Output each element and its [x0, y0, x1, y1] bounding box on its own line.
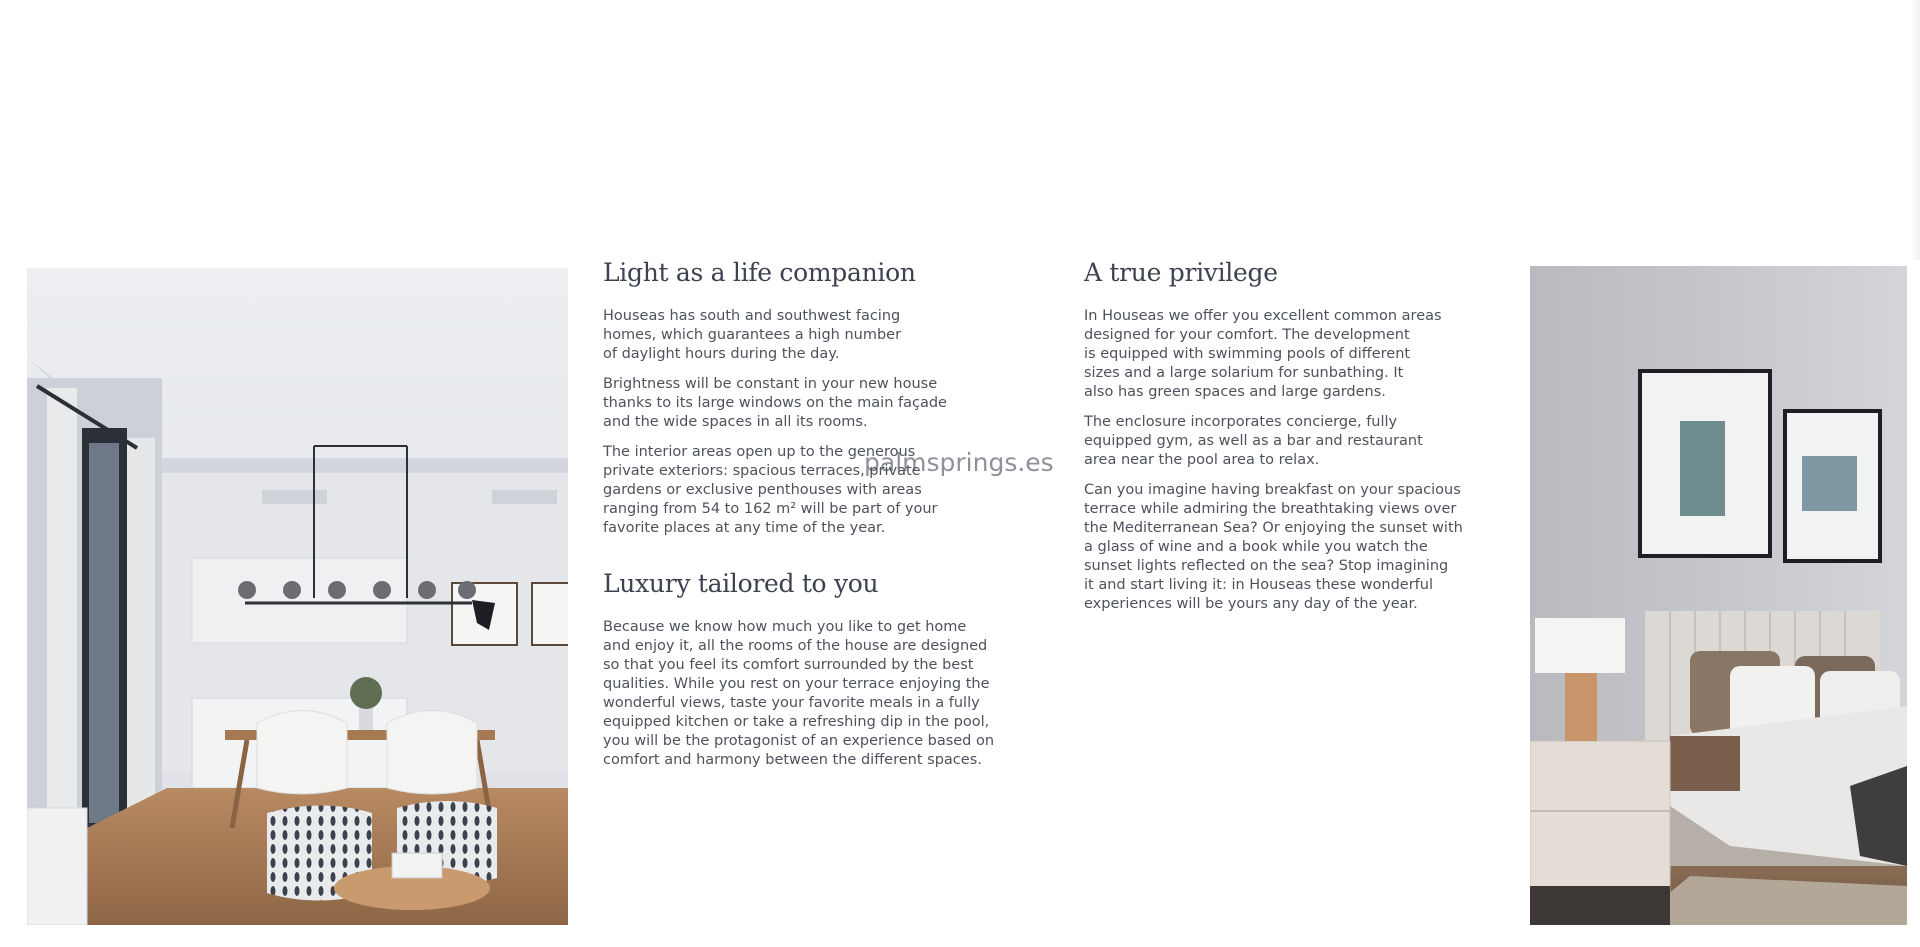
text-column-true-privilege — [1084, 258, 1494, 625]
paragraph-enclosure: The enclosure incorporates concierge, fully equipped gym, as well as a bar and restaurant area near the pool area to relax. — [1084, 414, 1423, 468]
paragraph-comfort: Because we know how much you like to get home and enjoy it, all the rooms of the house are designed so that you feel its comfort surrounded by the best qualities. While you rest on your terrace enjoying the wonderful views, taste your favorite meals in a fully equipped kitchen or take a refreshing dip in the pool, you will be the protagonist of an experience based on comfort and harmony between the different spaces. — [603, 619, 995, 768]
heading-luxury-tailored: Luxury tailored to you — [603, 569, 879, 598]
paragraph-south-facing: Houseas has south and southwest facing homes, which guarantees a high number of daylight hours during the day. — [603, 308, 902, 362]
paragraph-brightness: Brightness will be constant in your new house thanks to its large windows on the main façade and the wide spaces in all its rooms. — [603, 376, 947, 430]
paragraph-common-areas: In Houseas we offer you excellent common areas designed for your comfort. The development is equipped with swimming pools of different sizes and a large solarium for sunbathing. It also has green spaces and large gardens. — [1084, 308, 1442, 400]
paragraph-interior-areas: The interior areas open up to the generous private exteriors: spacious terraces, private gardens or exclusive penthouses with areas ranging from 54 to 162 m² will be part of your favorite places at any time of the year. — [603, 444, 938, 536]
paragraph-imagine: Can you imagine having breakfast on your spacious terrace while admiring the breathtaking views over the Mediterranean Sea? Or enjoying the sunset with a glass of wine and a book while you watch the sunset lights reflected on the sea? Stop imagining it and start living it: in Houseas these wonderful experiences will be yours any day of the year. — [1084, 482, 1463, 612]
living-room-photo — [27, 268, 568, 925]
text-column-light-luxury — [603, 258, 1023, 781]
page-edge-shadow — [1910, 0, 1920, 260]
watermark: palmsprings.es — [864, 448, 1054, 477]
heading-light-as-a-life-companion: Light as a life companion — [603, 258, 916, 287]
heading-a-true-privilege: A true privilege — [1084, 258, 1278, 287]
bedroom-photo — [1530, 266, 1907, 925]
